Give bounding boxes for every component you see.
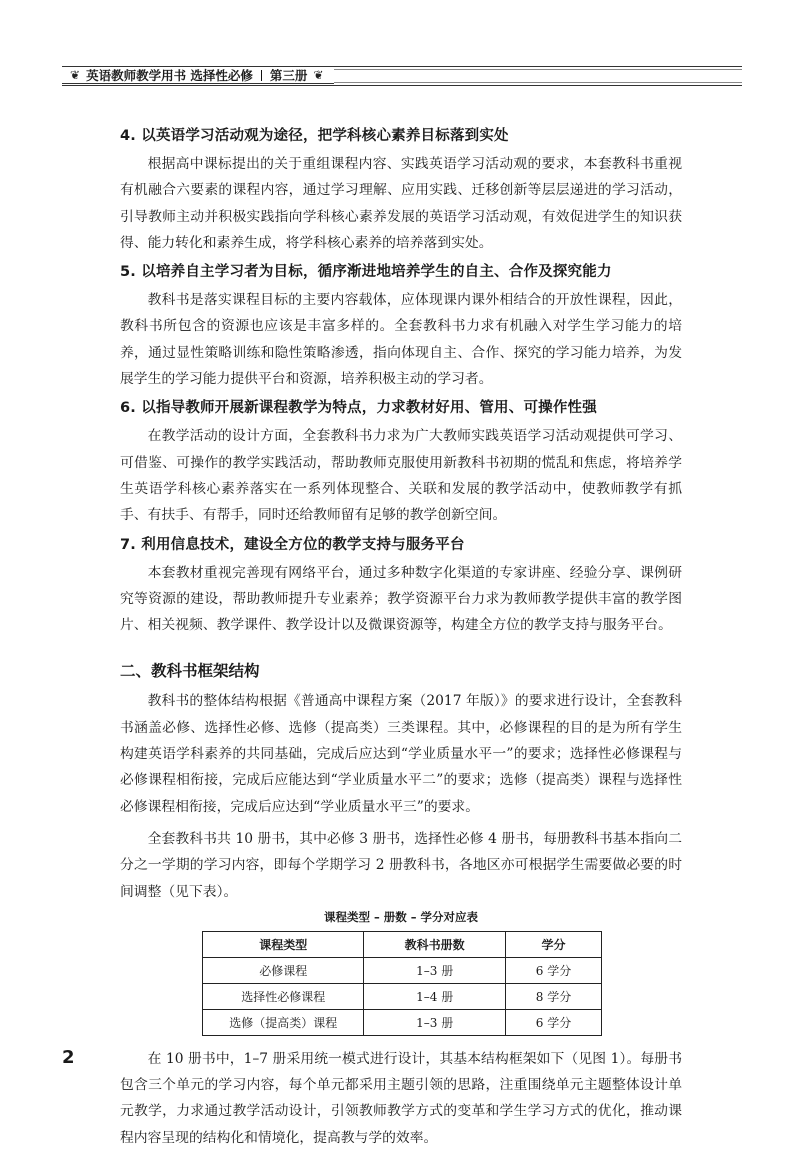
table-header-cell: 课程类型	[203, 931, 364, 957]
table-cell: 选修（提高类）课程	[203, 1009, 364, 1035]
table-row	[203, 983, 602, 1009]
table-cell: 6 学分	[505, 1009, 601, 1035]
framework-heading: 二、教科书框架结构	[120, 662, 260, 681]
table-cell: 选择性必修课程	[203, 983, 364, 1009]
header-label	[62, 66, 334, 84]
running-header	[0, 66, 794, 86]
section-7-paragraph: 本套教材重视完善现有网络平台，通过多种数字化渠道的专家讲座、经验分享、课例研究等资源的建设，帮助教师提升专业素养；教学资源平台力求为教师教学提供丰富的教学图片、相关视频、教学课件、教学设计以及微课资源等，构建全方位的教学支持与服务平台。	[120, 564, 682, 634]
framework-paragraph-2: 全套教科书共 10 册书，其中必修 3 册书，选择性必修 4 册书，每册教科书基本指向二分之一学期的学习内容，即每个学期学习 2 册教科书，各地区亦可根据学生需要做必要的时间调整（见下表）。	[120, 830, 682, 900]
course-credit-table	[202, 931, 602, 1036]
table-cell: 1–4 册	[364, 983, 506, 1009]
framework-paragraph-1: 教科书的整体结构根据《普通高中课程方案（2017 年版）》的要求进行设计，全套教科书涵盖必修、选择性必修、选修（提高类）三类课程。其中，必修课程的目的是为所有学生构建英语学科素养的共同基础，完成后应达到“学业质量水平一”的要求；选择性必修课程与必修课程相衔接，完成后应能达到“学业质量水平二”的要求；选修（提高类）课程与选择性必修课程相衔接，完成后应达到“学业质量水平三”的要求。	[120, 693, 682, 815]
section-4-paragraph: 根据高中课标提出的关于重组课程内容、实践英语学习活动观的要求，本套教科书重视有机融合六要素的课程内容，通过学习理解、应用实践、迁移创新等层层递进的学习活动，引导教师主动并积极实践指向学科核心素养发展的英语学习活动观，有效促进学生的知识获得、能力转化和素养生成，将学科核心素养的培养落到实处。	[120, 156, 682, 251]
section-5-heading: 5. 以培养自主学习者为目标，循序渐进地培养学生的自主、合作及探究能力	[120, 264, 612, 281]
header-book-title: 英语教师教学用书 选择性必修	[86, 68, 253, 83]
header-divider	[261, 70, 262, 81]
table-row	[203, 1009, 602, 1035]
section-6-paragraph: 在教学活动的设计方面，全套教科书力求为广大教师实践英语学习活动观提供可学习、可借鉴、可操作的教学实践活动，帮助教师克服使用新教科书初期的慌乱和焦虑，将培养学生英语学科核心素养落实在一系列体现整合、关联和发展的教学活动中，使教师教学有抓手、有扶手、有帮手，同时还给教师留有足够的教学创新空间。	[120, 428, 682, 524]
section-5-paragraph: 教科书是落实课程目标的主要内容载体，应体现课内课外相结合的开放性课程，因此，教科书所包含的资源也应该是丰富多样的。全套教科书力求有机融入对学生学习能力的培养，通过显性策略训练和隐性策略渗透，指向体现自主、合作、探究的学习能力培养，为发展学生的学习能力提供平台和资源，培养积极主动的学习者。	[120, 292, 682, 388]
table-cell: 1–3 册	[364, 1009, 506, 1035]
ornament-left-icon: ❦	[70, 68, 81, 82]
table-cell: 1–3 册	[364, 957, 506, 983]
table-header-cell: 学分	[505, 931, 601, 957]
ornament-right-icon: ❦	[313, 68, 324, 82]
table-cell: 必修课程	[203, 957, 364, 983]
section-7-heading: 7. 利用信息技术，建设全方位的教学支持与服务平台	[120, 536, 465, 553]
table-cell: 8 学分	[505, 983, 601, 1009]
page-number: 2	[62, 1047, 75, 1068]
table-row	[203, 957, 602, 983]
table-header-row	[203, 931, 602, 957]
header-volume: 第三册	[269, 68, 308, 83]
section-6-heading: 6. 以指导教师开展新课程教学为特点，力求教材好用、管用、可操作性强	[120, 400, 597, 417]
framework-paragraph-3: 在 10 册书中，1–7 册采用统一模式进行设计，其基本结构框架如下（见图 1）。每册书包含三个单元的学习内容，每个单元都采用主题引领的思路，注重围绕单元主题整体设计单元教学，力求通过教学活动设计，引领教师教学方式的变革和学生学习方式的优化，推动课程内容呈现的结构化和情境化，提高教与学的效率。	[120, 1050, 682, 1146]
table-cell: 6 学分	[505, 957, 601, 983]
page-body	[120, 126, 682, 1157]
section-4-heading: 4. 以英语学习活动观为途径，把学科核心素养目标落到实处	[120, 128, 509, 144]
table-header-cell: 教科书册数	[364, 931, 506, 957]
table-caption: 课程类型 – 册数 – 学分对应表	[323, 909, 478, 924]
